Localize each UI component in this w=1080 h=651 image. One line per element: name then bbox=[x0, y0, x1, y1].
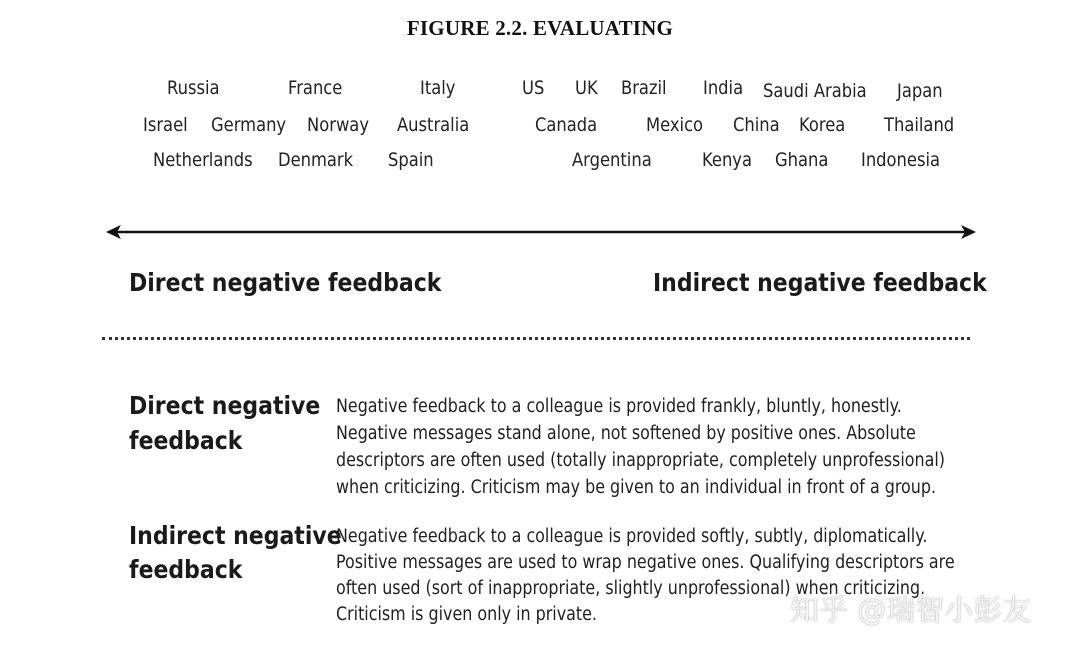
watermark: 知乎 @瑞智小彭友 bbox=[790, 593, 1032, 627]
definition-text-direct-line4: when criticizing. Criticism may be given to an individual in front of a group. bbox=[336, 477, 937, 498]
figure-title: FIGURE 2.2. EVALUATING bbox=[406, 16, 674, 40]
country-indonesia: Indonesia bbox=[861, 149, 941, 171]
dotted-divider bbox=[102, 337, 970, 340]
country-canada: Canada bbox=[535, 114, 598, 136]
scale-label-direct: Direct negative feedback bbox=[129, 268, 442, 297]
definition-text-direct-line3: descriptors are often used (totally inappropriate, completely unprofessional) bbox=[336, 450, 945, 471]
country-saudi-arabia: Saudi Arabia bbox=[763, 80, 867, 102]
country-ghana: Ghana bbox=[775, 149, 829, 171]
country-france: France bbox=[288, 77, 343, 99]
country-russia: Russia bbox=[167, 77, 220, 99]
definition-term-indirect-line2: feedback bbox=[129, 555, 243, 584]
country-norway: Norway bbox=[307, 114, 369, 136]
country-israel: Israel bbox=[143, 114, 188, 136]
country-italy: Italy bbox=[420, 77, 456, 99]
country-china: China bbox=[733, 114, 780, 136]
country-argentina: Argentina bbox=[572, 149, 652, 171]
country-mexico: Mexico bbox=[646, 114, 704, 136]
country-spain: Spain bbox=[388, 149, 434, 171]
country-netherlands: Netherlands bbox=[153, 149, 253, 171]
country-thailand: Thailand bbox=[884, 114, 955, 136]
definition-text-indirect-line1: Negative feedback to a colleague is provided softly, subtly, diplomatically. bbox=[336, 526, 928, 547]
definition-term-indirect-line1: Indirect negative bbox=[129, 521, 342, 550]
country-india: India bbox=[703, 77, 744, 99]
country-denmark: Denmark bbox=[278, 149, 354, 171]
definition-text-direct-line2: Negative messages stand alone, not softened by positive ones. Absolute bbox=[336, 423, 916, 444]
country-brazil: Brazil bbox=[621, 77, 667, 99]
country-us: US bbox=[522, 77, 545, 99]
scale-label-indirect: Indirect negative feedback bbox=[653, 268, 987, 297]
country-germany: Germany bbox=[211, 114, 287, 136]
country-uk: UK bbox=[575, 77, 598, 99]
definition-term-direct-line2: feedback bbox=[129, 426, 243, 455]
country-korea: Korea bbox=[799, 114, 846, 136]
country-kenya: Kenya bbox=[702, 149, 753, 171]
definition-term-direct-line1: Direct negative bbox=[129, 391, 321, 420]
country-japan: Japan bbox=[897, 80, 943, 102]
country-australia: Australia bbox=[397, 114, 470, 136]
definition-text-direct-line1: Negative feedback to a colleague is provided frankly, bluntly, honestly. bbox=[336, 396, 902, 417]
definition-text-indirect-line2: Positive messages are used to wrap negative ones. Qualifying descriptors are bbox=[336, 552, 955, 573]
definition-text-indirect-line3: often used (sort of inappropriate, slightly unprofessional) when criticizing. bbox=[336, 578, 926, 599]
definition-text-indirect-line4: Criticism is given only in private. bbox=[336, 604, 597, 625]
double-arrow-icon bbox=[104, 222, 978, 242]
